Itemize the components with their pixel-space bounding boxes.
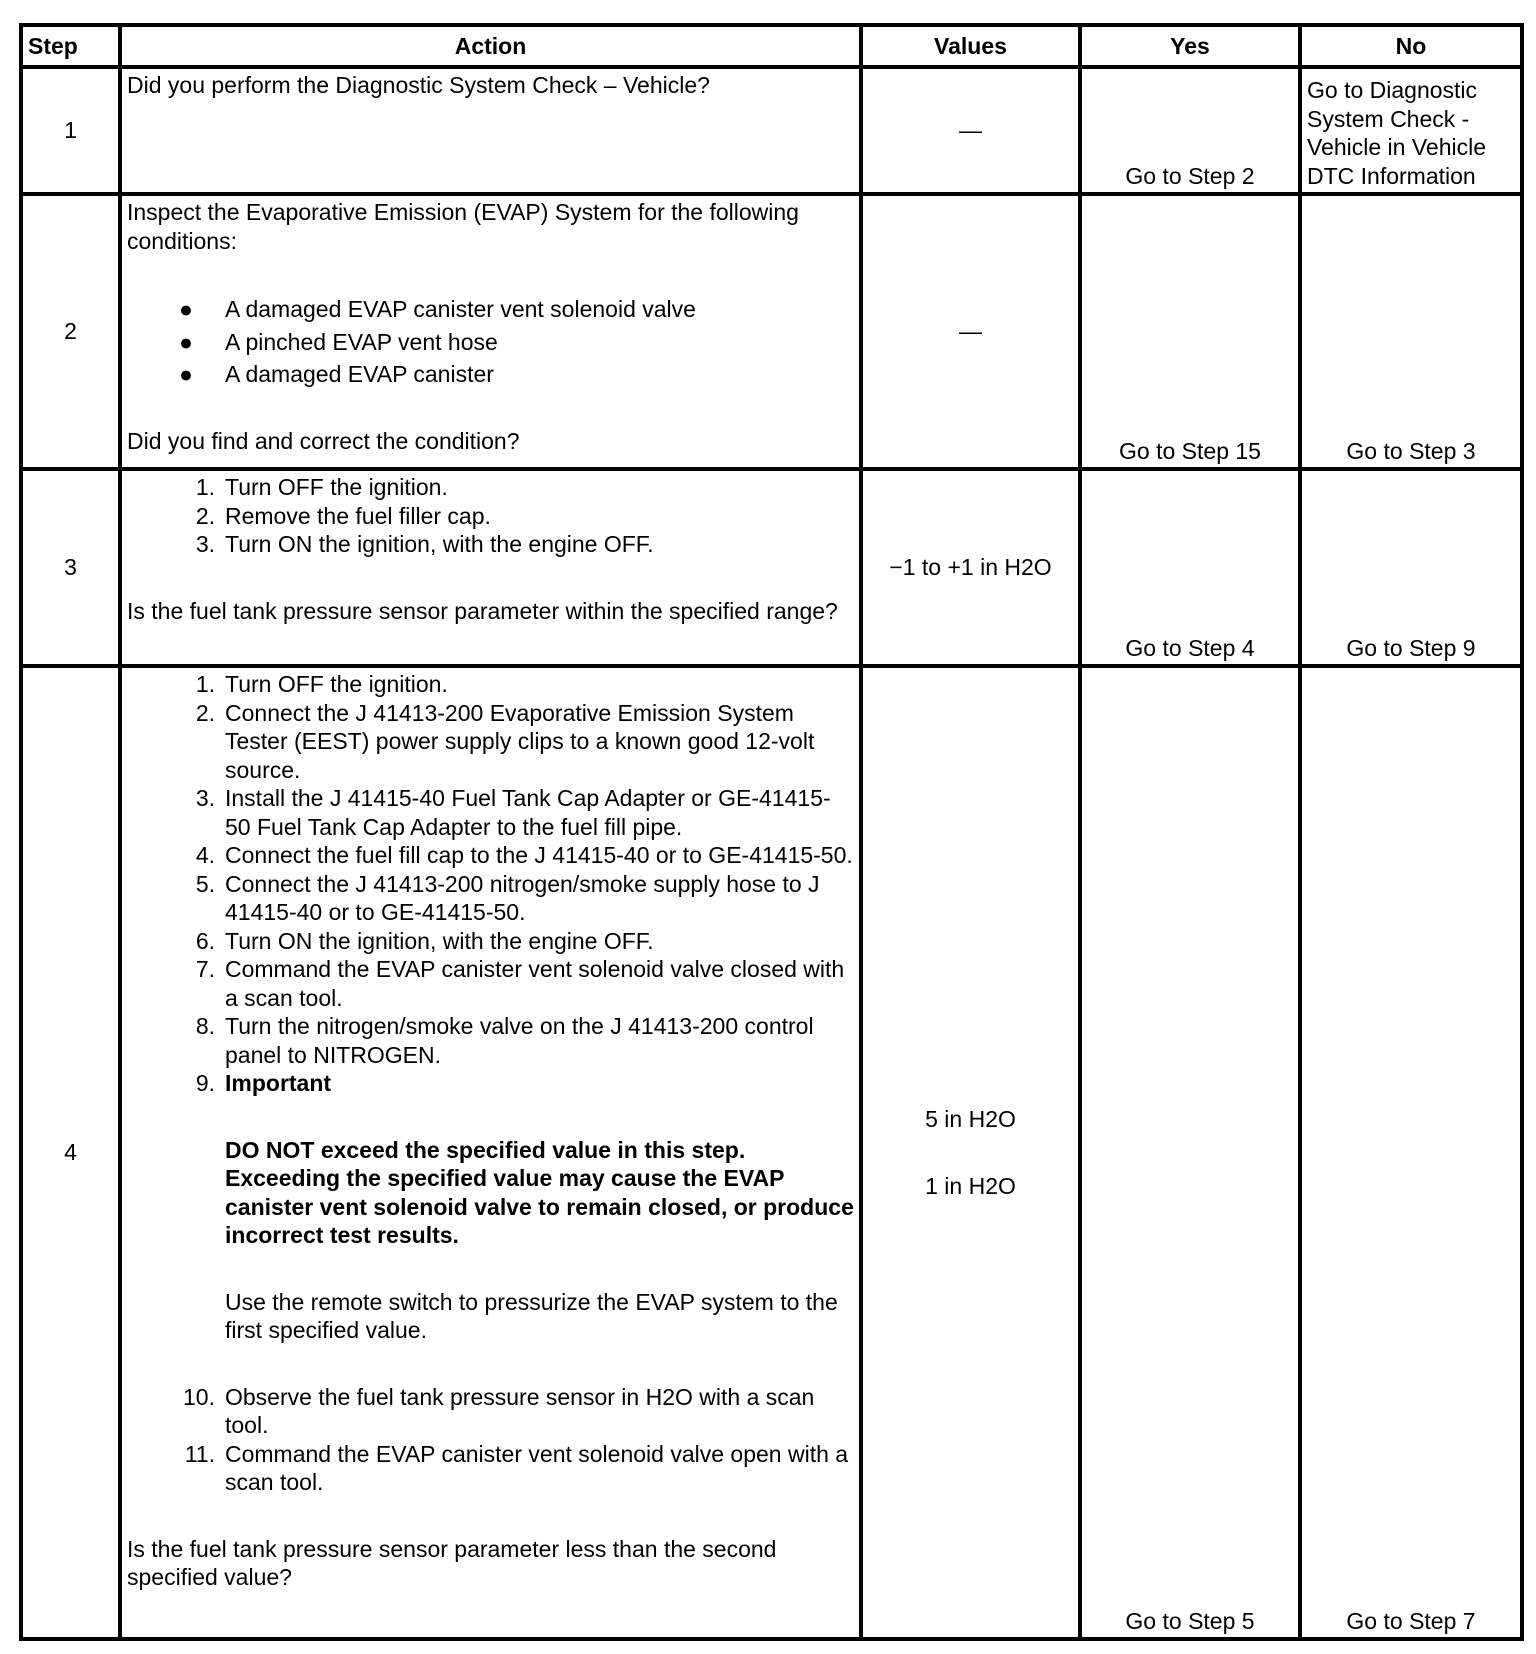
list-item: Remove the fuel filler cap. — [225, 502, 491, 529]
list-number: 11. — [184, 1440, 215, 1467]
list-number: 1. — [195, 671, 215, 697]
list-item: Connect the J 41413-200 nitrogen/smoke supply hose to J 41415-40 or to GE-41415-50. — [225, 870, 820, 925]
yes-cell: Go to Step 4 — [1080, 469, 1300, 666]
header-no: No — [1300, 25, 1522, 67]
list-number: 2. — [195, 502, 215, 529]
list-number: 3. — [195, 531, 215, 557]
value-cell — [861, 666, 1080, 1639]
list-item: Turn ON the ignition, with the engine OFF. — [225, 531, 654, 557]
header-values: Values — [861, 25, 1080, 67]
action-intro: Inspect the Evaporative Emission (EVAP) System for the following conditions: — [127, 199, 799, 254]
list-item: Command the EVAP canister vent solenoid valve open with a scan tool. — [225, 1440, 849, 1495]
header-step: Step — [21, 25, 120, 67]
list-number: 3. — [195, 785, 215, 811]
bullet-item: A damaged EVAP canister vent solenoid valve — [225, 296, 696, 322]
step-number: 2 — [21, 194, 120, 469]
important-label: Important — [225, 1070, 332, 1096]
table-row — [21, 666, 1522, 1639]
list-number: 5. — [195, 870, 215, 897]
important-text: DO NOT exceed the specified value in this step. Exceeding the specified value may cause the EVAP canister vent solenoid valve to remain closed, or produce incorrect test results. — [225, 1136, 854, 1248]
list-number: 10. — [183, 1383, 215, 1410]
action-cell — [120, 469, 861, 666]
list-number: 8. — [195, 1013, 215, 1039]
value-cell: — — [861, 194, 1080, 469]
yes-cell: Go to Step 15 — [1080, 194, 1300, 469]
list-item: Command the EVAP canister vent solenoid valve closed with a scan tool. — [225, 956, 845, 1011]
action-cell — [120, 666, 861, 1639]
action-question: Is the fuel tank pressure sensor parameter less than the second specified value? — [127, 1535, 777, 1590]
table-row — [21, 67, 1522, 194]
action-cell — [120, 194, 861, 469]
step-number: 4 — [21, 666, 120, 1639]
list-item: Install the J 41415-40 Fuel Tank Cap Adapter or GE-41415-50 Fuel Tank Cap Adapter to the fuel fill pipe. — [225, 785, 831, 840]
list-item: Connect the fuel fill cap to the J 41415-40 or to GE-41415-50. — [225, 842, 853, 868]
list-item: Use the remote switch to pressurize the EVAP system to the first specified value. — [225, 1288, 838, 1343]
list-number: 9. — [195, 1070, 215, 1096]
action-question: Is the fuel tank pressure sensor parameter within the specified range? — [127, 597, 838, 624]
value-cell: −1 to +1 in H2O — [861, 469, 1080, 666]
yes-cell: Go to Step 2 — [1080, 67, 1300, 194]
value-second: 1 in H2O — [925, 1172, 1016, 1199]
step-number: 3 — [21, 469, 120, 666]
list-number: 2. — [195, 699, 215, 726]
list-number: 1. — [195, 474, 215, 500]
list-item: Turn OFF the ignition. — [225, 474, 448, 500]
table-row — [21, 469, 1522, 666]
step-number: 1 — [21, 67, 120, 194]
yes-cell: Go to Step 5 — [1080, 666, 1300, 1639]
bullet-item: A pinched EVAP vent hose — [225, 328, 498, 355]
action-cell: Did you perform the Diagnostic System Check – Vehicle? — [120, 67, 861, 194]
no-cell: Go to Step 9 — [1300, 469, 1522, 666]
no-cell: Go to Diagnostic System Check - Vehicle in Vehicle DTC Information — [1300, 67, 1522, 194]
bullet-icon: ● — [179, 361, 193, 387]
header-yes: Yes — [1080, 25, 1300, 67]
list-item: Turn OFF the ignition. — [225, 671, 448, 697]
diagnostic-table — [19, 23, 1524, 1641]
list-item: Turn ON the ignition, with the engine OFF. — [225, 927, 654, 954]
table-row — [21, 194, 1522, 469]
list-item: Connect the J 41413-200 Evaporative Emission System Tester (EEST) power supply clips to a known good 12-volt source. — [225, 699, 815, 783]
bullet-icon: ● — [179, 328, 193, 355]
bullet-item: A damaged EVAP canister — [225, 361, 494, 387]
list-number: 4. — [195, 842, 215, 868]
header-action: Action — [120, 25, 861, 67]
list-item: Observe the fuel tank pressure sensor in H2O with a scan tool. — [225, 1383, 815, 1438]
no-cell: Go to Step 3 — [1300, 194, 1522, 469]
list-item: Turn the nitrogen/smoke valve on the J 41413-200 control panel to NITROGEN. — [225, 1013, 814, 1068]
header-row — [21, 25, 1522, 67]
value-cell: — — [861, 67, 1080, 194]
list-number: 7. — [195, 956, 215, 982]
no-cell: Go to Step 7 — [1300, 666, 1522, 1639]
action-question: Did you find and correct the condition? — [127, 427, 520, 454]
value-first: 5 in H2O — [925, 1106, 1016, 1132]
list-number: 6. — [195, 927, 215, 954]
bullet-icon: ● — [179, 296, 193, 322]
